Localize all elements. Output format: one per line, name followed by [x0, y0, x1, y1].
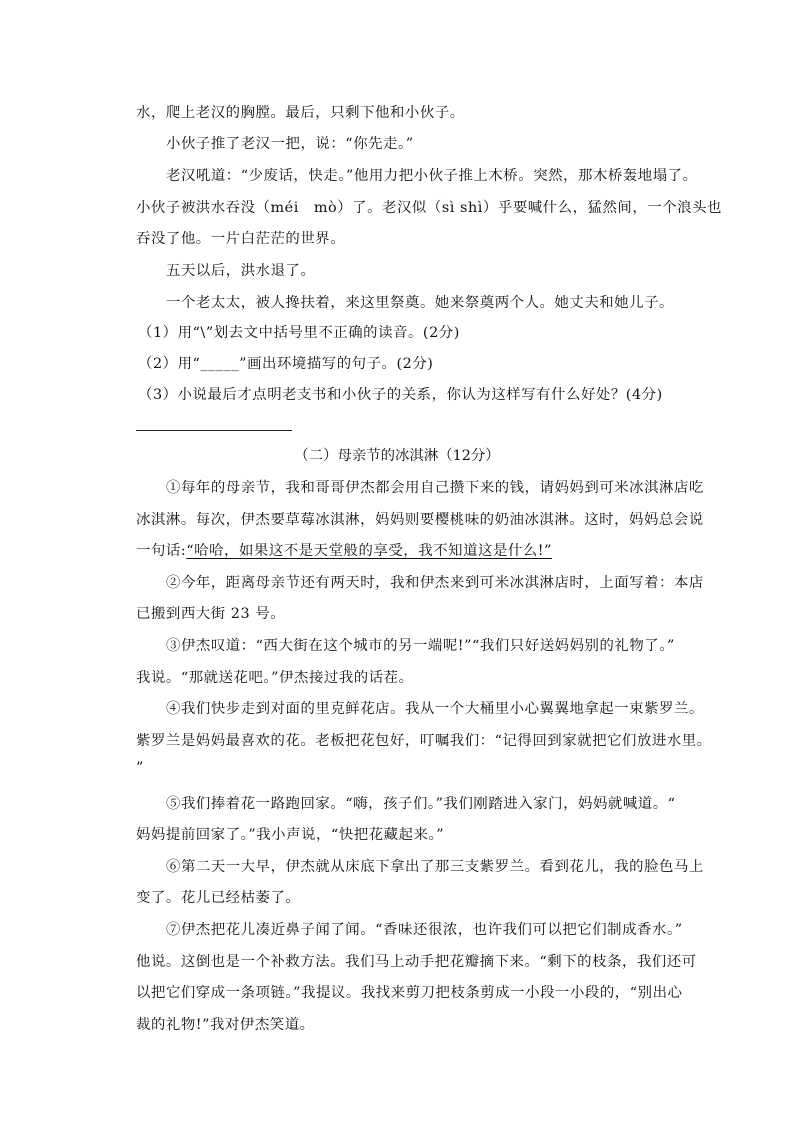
paragraph-line: 以把它们穿成一条项链。”我提议。我找来剪刀把枝条剪成一小段一小段的，“别出心 — [136, 985, 683, 1001]
paragraph-line: 他说。这倒也是一个补救方法。我们马上动手把花瓣摘下来。“剩下的枝条，我们还可 — [136, 954, 697, 970]
paragraph-line: ⑥第二天一大早，伊杰就从床底下拿出了那三支紫罗兰。看到花儿，我的脸色马上 — [166, 859, 704, 875]
paragraph-line: ④我们快步走到对面的里克鲜花店。我从一个大桶里小心翼翼地拿起一束紫罗兰。 — [166, 701, 704, 717]
passage-line: 五天以后，洪水退了。 — [166, 263, 316, 279]
passage-line: 吞没了他。一片白茫茫的世界。 — [136, 231, 346, 247]
question-3: （3）小说最后才点明老支书和小伙子的关系，你认为这样写有什么好处？(4分) — [138, 387, 663, 403]
passage-line: 一个老太太，被人搀扶着，来这里祭奠。她来祭奠两个人。她丈夫和她儿子。 — [166, 295, 674, 311]
passage-line: 小伙子推了老汉一把，说：“你先走。” — [166, 136, 414, 152]
paragraph-line: ” — [136, 760, 144, 776]
paragraph-line: ②今年，距离母亲节还有两天时，我和伊杰来到可米冰淇淋店时，上面写着：本店 — [166, 575, 704, 591]
paragraph-line: 紫罗兰是妈妈最喜欢的花。老板把花包好，叮嘱我们：“记得回到家就把它们放进水里。 — [136, 733, 712, 749]
passage-line: 小伙子被洪水吞没（méi mò）了。老汉似（sì shì）乎要喊什么，猛然间，一个浪头也 — [136, 200, 722, 216]
passage-line: 水，爬上老汉的胸膛。最后，只剩下他和小伙子。 — [136, 105, 465, 121]
question-1: （1）用“\”划去文中括号里不正确的读音。(2分) — [138, 325, 460, 341]
paragraph-text: 一句话: — [136, 543, 187, 559]
answer-line — [136, 430, 292, 431]
paragraph-line: ①每年的母亲节，我和哥哥伊杰都会用自己攒下来的钱，请妈妈到可米冰淇淋店吃 — [166, 480, 704, 496]
paragraph-line: 我说。“那就送花吧。”伊杰接过我的话茬。 — [136, 670, 414, 686]
paragraph-line: 已搬到西大街 23 号。 — [136, 606, 286, 622]
paragraph-line — [136, 541, 552, 561]
paragraph-line: 冰淇淋。每次，伊杰要草莓冰淇淋，妈妈则要樱桃味的奶油冰淇淋。这时，妈妈总会说 — [136, 512, 704, 528]
paragraph-line: ⑦伊杰把花儿凑近鼻子闻了闻。“香味还很浓，也许我们可以把它们制成香水。” — [166, 922, 683, 938]
paragraph-line: ③伊杰叹道：“西大街在这个城市的另一端呢!”“我们只好送妈妈别的礼物了。” — [166, 638, 675, 654]
question-2: （2）用“_____”画出环境描写的句子。(2分) — [138, 356, 434, 372]
section-title: （二）母亲节的冰淇淋（12分） — [294, 448, 500, 464]
paragraph-line: 裁的礼物!”我对伊杰笑道。 — [136, 1017, 315, 1033]
paragraph-line: 变了。花儿已经枯萎了。 — [136, 890, 301, 906]
underlined-quote: “哈哈，如果这不是天堂般的享受，我不知道这是什么!” — [186, 543, 553, 559]
paragraph-line: 妈妈提前回家了。”我小声说，“快把花藏起来。” — [136, 827, 445, 843]
paragraph-line: ⑤我们捧着花一路跑回家。“嗨，孩子们。”我们刚踏进入家门，妈妈就喊道。“ — [166, 796, 676, 812]
passage-line: 老汉吼道：“少废话，快走。”他用力把小伙子推上木桥。突然，那木桥轰地塌了。 — [166, 168, 698, 184]
